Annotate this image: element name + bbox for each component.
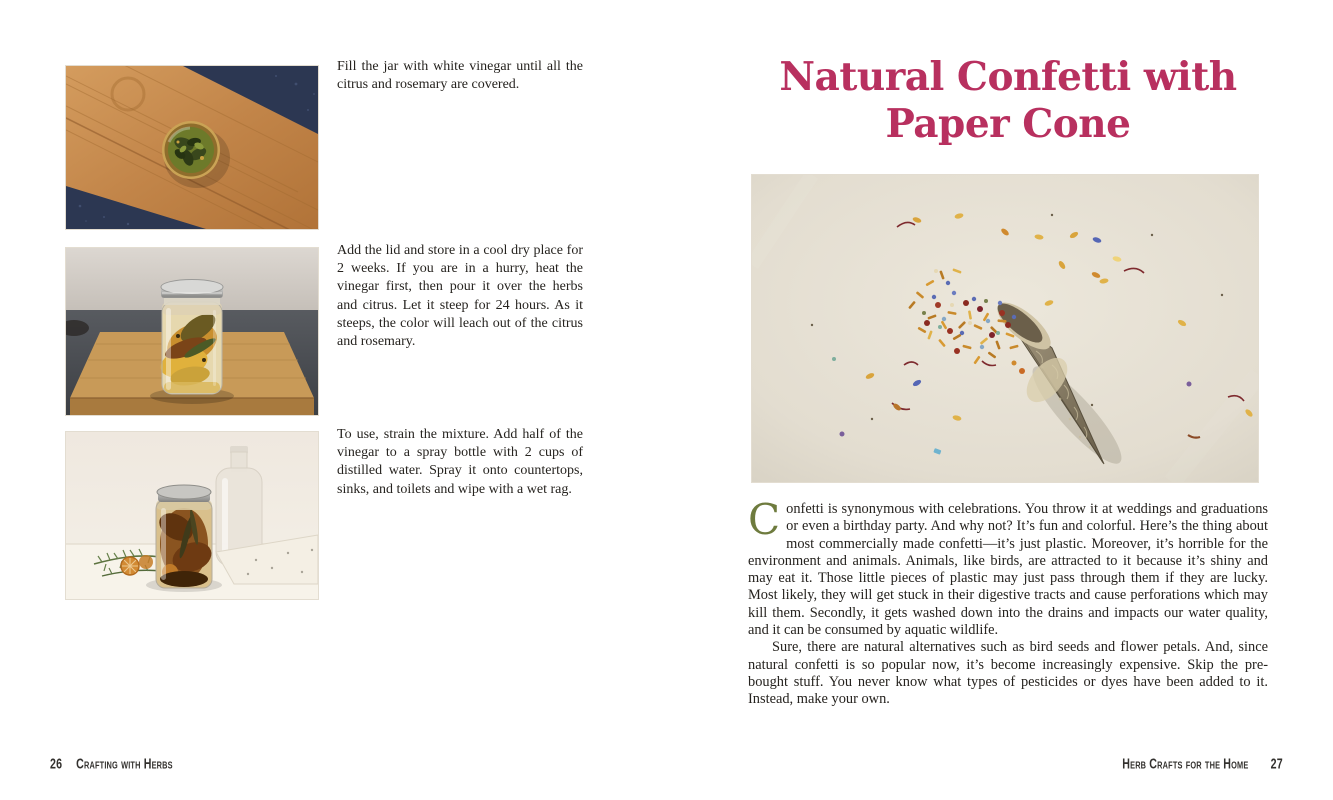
- body-text: [748, 495, 1268, 709]
- page-title: [744, 54, 1272, 148]
- paragraph-1-text: onfetti is synonymous with celebrations. You throw it at weddings and graduations or even a birthday party. And why not? It’s fun and colorful. Here’s the thing about most commercially made confetti—it’s just plastic. Moreover, it’s horrible for the environment and animals. Animals, like birds, are attracted to it because it’s shiny and may eat it. Those little pieces of plastic may just pass through them if they are lucky. Most likely, they will get stuck in their digestive tracts and cause perforations which may kill them. Secondly, it gets washed down into the drains and impacts our water quality, and it can be consumed by aquatic wildlife.: [748, 501, 1268, 639]
- right-page-footer: [1122, 755, 1283, 772]
- page-number-right: 27: [1270, 755, 1283, 772]
- photo-confetti-paper-cone: [752, 175, 1258, 482]
- drop-cap: C: [748, 495, 781, 544]
- confetti-cone-illustration: [752, 175, 1258, 482]
- page-title-line-2: Paper Cone: [885, 101, 1131, 147]
- instruction-step-2: Add the lid and store in a cool dry place for 2 weeks. If you are in a hurry, heat the vinegar first, then pour it over the herbs and citrus. Let it steep for 24 hours. As it steeps, the color will leach out of the citrus and rosemary.: [337, 243, 583, 350]
- body-paragraph-1: [748, 495, 1268, 639]
- page-title-line-1: Natural Confetti with: [779, 54, 1237, 100]
- page-number-left: 26: [50, 755, 63, 772]
- instruction-step-3: To use, strain the mixture. Add half of the vinegar to a spray bottle with 2 cups of distilled water. Spray it onto countertops, sinks, and toilets and wipe with a wet rag.: [337, 427, 583, 497]
- instruction-step-1: Fill the jar with white vinegar until all the citrus and rosemary are covered.: [337, 59, 583, 93]
- running-footer-left: Crafting with Herbs: [76, 755, 173, 772]
- running-footer-right: Herb Crafts for the Home: [1122, 755, 1249, 772]
- body-paragraph-2: Sure, there are natural alternatives such as bird seeds and flower petals. And, since natural confetti is so popular now, it’s become increasingly expensive. Skip the pre-bought stuff. You never know what types of pesticides or dyes have been added to it. Instead, make your own.: [748, 639, 1268, 708]
